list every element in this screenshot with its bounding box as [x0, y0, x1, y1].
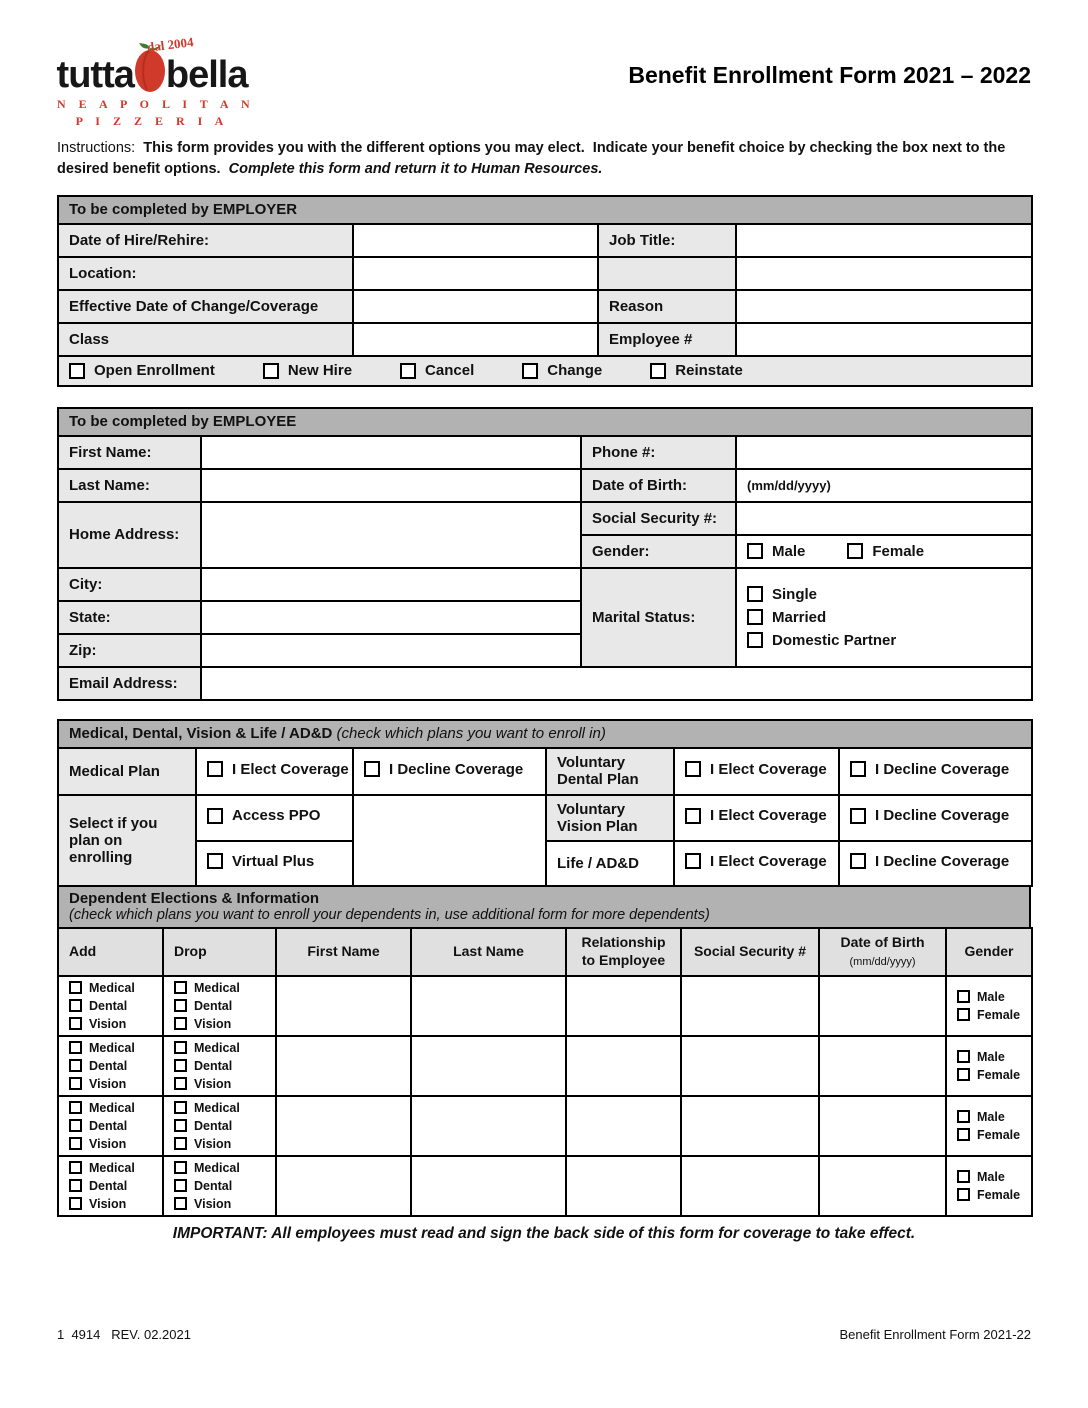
dep-add-vision-label: Vision — [89, 1076, 127, 1091]
effective-date-field[interactable] — [353, 290, 598, 323]
ssn-label: Social Security #: — [581, 502, 736, 535]
dep-drop-dental-label: Dental — [194, 1118, 233, 1133]
city-field[interactable] — [201, 568, 581, 601]
dep3-last-name-field[interactable] — [411, 1096, 566, 1156]
dep-gender-female-option — [957, 1068, 1021, 1082]
dep-add-medical-label: Medical — [89, 1100, 135, 1115]
medical-elect-option — [207, 761, 349, 778]
dep-drop-medical-label: Medical — [194, 1160, 240, 1175]
dep-gender-female-checkbox[interactable] — [957, 1008, 970, 1021]
col-header-relationship: Relationship to Employee — [566, 928, 681, 976]
dependents-table — [57, 927, 1033, 1217]
marital-single-checkbox[interactable] — [747, 586, 763, 602]
phone-label: Phone #: — [581, 436, 736, 469]
col-header-gender: Gender — [946, 928, 1032, 976]
life-elect-label: I Elect Coverage — [710, 852, 827, 870]
dep4-dob-field[interactable] — [819, 1156, 946, 1216]
dep-drop-medical-label: Medical — [194, 1040, 240, 1055]
access-ppo-label: Access PPO — [232, 807, 321, 825]
dep-add-dental-checkbox[interactable] — [69, 1179, 82, 1192]
access-ppo-cell — [196, 795, 353, 841]
email-label: Email Address: — [58, 667, 201, 700]
marital-married-option — [747, 609, 1021, 626]
dep3-drop-cell — [163, 1096, 276, 1156]
virtual-plus-option — [207, 853, 314, 870]
class-label: Class — [58, 323, 353, 356]
life-decline-checkbox[interactable] — [850, 853, 866, 869]
dep-drop-medical-checkbox[interactable] — [174, 1041, 187, 1054]
dep-drop-vision-option — [174, 1197, 265, 1211]
job-title-label: Job Title: — [598, 224, 736, 257]
virtual-plus-label: Virtual Plus — [232, 852, 315, 870]
reason-label: Reason — [598, 290, 736, 323]
marital-domestic-partner-checkbox[interactable] — [747, 632, 763, 648]
life-decline-cell — [839, 841, 1032, 886]
cancel-label: Cancel — [425, 362, 475, 380]
new-hire-checkbox[interactable] — [263, 363, 279, 379]
medical-decline-option — [364, 761, 523, 778]
col-header-drop: Drop — [163, 928, 276, 976]
open-enrollment-label: Open Enrollment — [94, 362, 215, 380]
dep-add-vision-label: Vision — [89, 1196, 127, 1211]
dep-add-medical-checkbox[interactable] — [69, 981, 82, 994]
gender-field — [736, 535, 1032, 568]
date-of-hire-label: Date of Hire/Rehire: — [58, 224, 353, 257]
dep-gender-male-checkbox[interactable] — [957, 1170, 970, 1183]
dep2-first-name-field[interactable] — [276, 1036, 411, 1096]
instructions-italic-text: Complete this form and return it to Human Resources. — [228, 160, 603, 177]
dep-gender-male-option — [957, 990, 1021, 1004]
dental-elect-cell — [674, 748, 839, 795]
logo-word-tutta: tutta — [56, 54, 134, 96]
dependents-section-header — [57, 885, 1031, 929]
dep-add-dental-option — [69, 1179, 152, 1193]
dep4-add-cell — [58, 1156, 163, 1216]
access-ppo-option — [207, 807, 320, 824]
medical-decline-checkbox[interactable] — [364, 761, 380, 777]
gender-female-checkbox[interactable] — [847, 543, 863, 559]
marital-domestic-partner-option — [747, 632, 1021, 649]
dep-gender-male-label: Male — [977, 989, 1005, 1004]
footer-form-name: Benefit Enrollment Form 2021-22 — [839, 1326, 1031, 1342]
class-field[interactable] — [353, 323, 598, 356]
dep1-gender-cell — [946, 976, 1032, 1036]
dep-gender-female-checkbox[interactable] — [957, 1128, 970, 1141]
life-decline-option — [850, 853, 1009, 870]
dep-gender-female-option — [957, 1008, 1021, 1022]
plans-section-header — [58, 720, 1032, 748]
ssn-field[interactable] — [736, 502, 1032, 535]
open-enrollment-checkbox[interactable] — [69, 363, 85, 379]
dep-add-vision-option — [69, 1197, 152, 1211]
dep-add-medical-option — [69, 1161, 152, 1175]
vision-decline-checkbox[interactable] — [850, 808, 866, 824]
vision-elect-option — [685, 807, 827, 824]
dep2-drop-cell — [163, 1036, 276, 1096]
dep-add-medical-option — [69, 1101, 152, 1115]
reinstate-label: Reinstate — [675, 362, 743, 380]
dep-drop-vision-label: Vision — [194, 1136, 232, 1151]
dep2-gender-cell — [946, 1036, 1032, 1096]
dep-drop-medical-option — [174, 1041, 265, 1055]
dep-add-dental-label: Dental — [89, 1178, 128, 1193]
gender-label: Gender: — [581, 535, 736, 568]
first-name-label: First Name: — [58, 436, 201, 469]
select-if-enrolling-label: Select if you plan on enrolling — [58, 795, 196, 886]
virtual-plus-checkbox[interactable] — [207, 853, 223, 869]
dep-gender-female-label: Female — [977, 1067, 1021, 1082]
gender-male-option — [747, 543, 805, 560]
dep4-gender-cell — [946, 1156, 1032, 1216]
phone-field[interactable] — [736, 436, 1032, 469]
dep3-add-cell — [58, 1096, 163, 1156]
dep-gender-male-option — [957, 1170, 1021, 1184]
dep-add-vision-checkbox[interactable] — [69, 1077, 82, 1090]
last-name-field[interactable] — [201, 469, 581, 502]
page-header — [57, 36, 1031, 130]
dep-drop-dental-checkbox[interactable] — [174, 1059, 187, 1072]
life-add-label: Life / AD&D — [546, 841, 674, 886]
home-address-field[interactable] — [201, 502, 581, 568]
open-enrollment-option — [69, 362, 215, 379]
vision-elect-checkbox[interactable] — [685, 808, 701, 824]
dep1-dob-field[interactable] — [819, 976, 946, 1036]
plans-header-italic: (check which plans you want to enroll in) — [336, 725, 606, 743]
dep-drop-dental-checkbox[interactable] — [174, 1179, 187, 1192]
medical-elect-label: I Elect Coverage — [232, 760, 349, 778]
dep-add-dental-option — [69, 1119, 152, 1133]
employee-number-label: Employee # — [598, 323, 736, 356]
dep-drop-vision-option — [174, 1017, 265, 1031]
new-hire-option — [263, 362, 352, 379]
marital-status-label: Marital Status: — [581, 568, 736, 667]
dental-elect-checkbox[interactable] — [685, 761, 701, 777]
medical-decline-cell — [353, 748, 546, 795]
dep-add-medical-label: Medical — [89, 1040, 135, 1055]
dep2-relationship-field[interactable] — [566, 1036, 681, 1096]
dep-drop-dental-label: Dental — [194, 998, 233, 1013]
dep-add-dental-checkbox[interactable] — [69, 1119, 82, 1132]
dep1-drop-cell — [163, 976, 276, 1036]
marital-status-field — [736, 568, 1032, 667]
plans-header-bold: Medical, Dental, Vision & Life / AD&D — [69, 725, 337, 743]
dep-drop-dental-option — [174, 1059, 265, 1073]
logo-dal-2004: dal 2004 — [145, 34, 194, 55]
dep-gender-female-label: Female — [977, 1187, 1021, 1202]
dep2-last-name-field[interactable] — [411, 1036, 566, 1096]
dep-drop-dental-label: Dental — [194, 1178, 233, 1193]
dep-add-vision-label: Vision — [89, 1016, 127, 1031]
dep-drop-vision-checkbox[interactable] — [174, 1137, 187, 1150]
date-of-hire-field[interactable] — [353, 224, 598, 257]
dep-drop-dental-option — [174, 1119, 265, 1133]
col-header-add: Add — [58, 928, 163, 976]
dep-gender-female-option — [957, 1188, 1021, 1202]
dep2-ssn-field[interactable] — [681, 1036, 819, 1096]
life-decline-label: I Decline Coverage — [875, 852, 1010, 870]
dep1-ssn-field[interactable] — [681, 976, 819, 1036]
logo-word-bella: bella — [165, 54, 248, 96]
dep-add-vision-option — [69, 1077, 152, 1091]
medical-plan-label: Medical Plan — [58, 748, 196, 795]
dep-gender-male-label: Male — [977, 1109, 1005, 1124]
dental-elect-label: I Elect Coverage — [710, 760, 827, 778]
first-name-field[interactable] — [201, 436, 581, 469]
dep-add-vision-option — [69, 1137, 152, 1151]
dep2-add-cell — [58, 1036, 163, 1096]
dob-label: Date of Birth: — [581, 469, 736, 502]
dep-drop-medical-checkbox[interactable] — [174, 981, 187, 994]
dep-gender-male-label: Male — [977, 1049, 1005, 1064]
voluntary-dental-label: Voluntary Dental Plan — [546, 748, 674, 795]
dep-drop-dental-label: Dental — [194, 1058, 233, 1073]
location-field[interactable] — [353, 257, 598, 290]
access-ppo-checkbox[interactable] — [207, 808, 223, 824]
col-header-dob-hint: (mm/dd/yyyy) — [849, 955, 916, 968]
dep1-relationship-field[interactable] — [566, 976, 681, 1036]
dep-add-vision-option — [69, 1017, 152, 1031]
marital-married-checkbox[interactable] — [747, 609, 763, 625]
state-label: State: — [58, 601, 201, 634]
col-header-ssn: Social Security # — [681, 928, 819, 976]
dep-gender-female-checkbox[interactable] — [957, 1068, 970, 1081]
dental-decline-option — [850, 761, 1009, 778]
dep-add-vision-label: Vision — [89, 1136, 127, 1151]
employee-number-field[interactable] — [736, 323, 1032, 356]
virtual-plus-cell — [196, 841, 353, 886]
cancel-option — [400, 362, 474, 379]
dep-drop-medical-option — [174, 1101, 265, 1115]
dep-add-dental-label: Dental — [89, 998, 128, 1013]
dependent-row-3 — [58, 1096, 1032, 1156]
dep-drop-vision-label: Vision — [194, 1016, 232, 1031]
instructions-paragraph — [57, 138, 1031, 180]
col-header-first-name: First Name — [276, 928, 411, 976]
instructions-label: Instructions: — [57, 139, 144, 156]
state-field[interactable] — [201, 601, 581, 634]
dep-add-dental-checkbox[interactable] — [69, 1059, 82, 1072]
employer-section-table — [57, 195, 1033, 387]
dep1-first-name-field[interactable] — [276, 976, 411, 1036]
dep-add-vision-checkbox[interactable] — [69, 1197, 82, 1210]
dep4-relationship-field[interactable] — [566, 1156, 681, 1216]
footer-revision: 1 4914 REV. 02.2021 — [57, 1326, 191, 1342]
dep-drop-vision-option — [174, 1077, 265, 1091]
dep-gender-male-checkbox[interactable] — [957, 1110, 970, 1123]
marital-domestic-partner-label: Domestic Partner — [772, 631, 897, 649]
change-option — [522, 362, 602, 379]
instructions-bold-text: This form provides you with the different options you may elect. Indicate your benefit choice by checking the box next to the desired benefit options. — [57, 139, 1010, 177]
dep-drop-medical-label: Medical — [194, 1100, 240, 1115]
vision-elect-label: I Elect Coverage — [710, 807, 827, 825]
dep-gender-female-label: Female — [977, 1007, 1021, 1022]
dep-add-dental-option — [69, 999, 152, 1013]
vision-decline-label: I Decline Coverage — [875, 807, 1010, 825]
zip-label: Zip: — [58, 634, 201, 667]
gender-male-checkbox[interactable] — [747, 543, 763, 559]
vision-decline-option — [850, 807, 1009, 824]
plans-section-table — [57, 719, 1033, 887]
dep-gender-female-label: Female — [977, 1127, 1021, 1142]
medical-elect-checkbox[interactable] — [207, 761, 223, 777]
dep-drop-dental-checkbox[interactable] — [174, 999, 187, 1012]
dep4-first-name-field[interactable] — [276, 1156, 411, 1216]
vision-elect-cell — [674, 795, 839, 841]
dep4-ssn-field[interactable] — [681, 1156, 819, 1216]
important-note: IMPORTANT: All employees must read and sign the back side of this form for coverage to take effect. — [172, 1224, 916, 1242]
dependents-header-bold: Dependent Elections & Information — [69, 889, 320, 907]
dep-add-medical-checkbox[interactable] — [69, 1161, 82, 1174]
dep-drop-medical-option — [174, 1161, 265, 1175]
dep-drop-medical-option — [174, 981, 265, 995]
tutta-bella-logo — [56, 34, 255, 130]
dep-add-dental-checkbox[interactable] — [69, 999, 82, 1012]
dep3-relationship-field[interactable] — [566, 1096, 681, 1156]
dep3-first-name-field[interactable] — [276, 1096, 411, 1156]
marital-married-label: Married — [772, 608, 827, 626]
dependent-row-4 — [58, 1156, 1032, 1216]
change-label: Change — [547, 362, 603, 380]
col-header-last-name: Last Name — [411, 928, 566, 976]
page-footer — [57, 1327, 1031, 1342]
email-field[interactable] — [201, 667, 1032, 700]
dep-gender-male-label: Male — [977, 1169, 1005, 1184]
dep4-drop-cell — [163, 1156, 276, 1216]
dependent-row-2 — [58, 1036, 1032, 1096]
city-label: City: — [58, 568, 201, 601]
dep-drop-dental-option — [174, 999, 265, 1013]
dep3-ssn-field[interactable] — [681, 1096, 819, 1156]
dep-add-medical-option — [69, 981, 152, 995]
reinstate-option — [650, 362, 743, 379]
zip-field[interactable] — [201, 634, 581, 667]
dob-field[interactable]: (mm/dd/yyyy) — [736, 469, 1032, 502]
dep3-dob-field[interactable] — [819, 1096, 946, 1156]
dep-add-medical-option — [69, 1041, 152, 1055]
home-address-label: Home Address: — [58, 502, 201, 568]
dep-drop-medical-checkbox[interactable] — [174, 1161, 187, 1174]
dep-add-vision-checkbox[interactable] — [69, 1017, 82, 1030]
dep-drop-vision-label: Vision — [194, 1076, 232, 1091]
logo-pizzeria: P I Z Z E R I A — [75, 113, 229, 128]
dep-drop-vision-checkbox[interactable] — [174, 1077, 187, 1090]
page-title: Benefit Enrollment Form 2021 – 2022 — [628, 62, 1031, 88]
dep-add-medical-label: Medical — [89, 1160, 135, 1175]
gender-female-option — [847, 543, 924, 560]
dep2-dob-field[interactable] — [819, 1036, 946, 1096]
medical-elect-cell — [196, 748, 353, 795]
dep-drop-dental-option — [174, 1179, 265, 1193]
dep-drop-vision-checkbox[interactable] — [174, 1017, 187, 1030]
dep1-add-cell — [58, 976, 163, 1036]
dep-add-medical-checkbox[interactable] — [69, 1101, 82, 1114]
medical-decline-label: I Decline Coverage — [389, 760, 524, 778]
vision-decline-cell — [839, 795, 1032, 841]
life-elect-checkbox[interactable] — [685, 853, 701, 869]
dep-gender-female-option — [957, 1128, 1021, 1142]
dep3-gender-cell — [946, 1096, 1032, 1156]
dep-drop-medical-label: Medical — [194, 980, 240, 995]
reinstate-checkbox[interactable] — [650, 363, 666, 379]
job-title-field[interactable] — [736, 224, 1032, 257]
dep-gender-male-option — [957, 1050, 1021, 1064]
dep4-last-name-field[interactable] — [411, 1156, 566, 1216]
dep-add-dental-option — [69, 1059, 152, 1073]
dependent-row-1 — [58, 976, 1032, 1036]
life-elect-option — [685, 853, 827, 870]
dep-add-vision-checkbox[interactable] — [69, 1137, 82, 1150]
employer-section-header: To be completed by EMPLOYER — [58, 196, 1032, 224]
dep-drop-vision-option — [174, 1137, 265, 1151]
dental-decline-checkbox[interactable] — [850, 761, 866, 777]
change-checkbox[interactable] — [522, 363, 538, 379]
cancel-checkbox[interactable] — [400, 363, 416, 379]
marital-single-option — [747, 586, 1021, 603]
new-hire-label: New Hire — [287, 362, 353, 380]
logo-neapolitan: N E A P O L I T A N — [57, 97, 255, 111]
enrollment-type-row — [58, 356, 1032, 386]
gender-female-label: Female — [872, 542, 925, 560]
dep-drop-vision-checkbox[interactable] — [174, 1197, 187, 1210]
dep-add-medical-checkbox[interactable] — [69, 1041, 82, 1054]
employee-section-header: To be completed by EMPLOYEE — [58, 408, 1032, 436]
voluntary-vision-label: Voluntary Vision Plan — [546, 795, 674, 841]
dep-drop-dental-checkbox[interactable] — [174, 1119, 187, 1132]
marital-single-label: Single — [772, 585, 818, 603]
dep-add-medical-label: Medical — [89, 980, 135, 995]
employer-spare-label — [598, 257, 736, 290]
dep-drop-vision-label: Vision — [194, 1196, 232, 1211]
dep-add-dental-label: Dental — [89, 1118, 128, 1133]
col-header-dob — [819, 928, 946, 976]
dental-elect-option — [685, 761, 827, 778]
dep-add-dental-label: Dental — [89, 1058, 128, 1073]
plans-blank-cell — [353, 795, 546, 886]
dental-decline-cell — [839, 748, 1032, 795]
employer-spare-field[interactable] — [736, 257, 1032, 290]
last-name-label: Last Name: — [58, 469, 201, 502]
life-elect-cell — [674, 841, 839, 886]
reason-field[interactable] — [736, 290, 1032, 323]
col-header-dob-title: Date of Birth — [840, 934, 925, 950]
dep-gender-male-checkbox[interactable] — [957, 990, 970, 1003]
dental-decline-label: I Decline Coverage — [875, 760, 1010, 778]
dep1-last-name-field[interactable] — [411, 976, 566, 1036]
effective-date-label: Effective Date of Change/Coverage — [58, 290, 353, 323]
dep-gender-male-checkbox[interactable] — [957, 1050, 970, 1063]
location-label: Location: — [58, 257, 353, 290]
dependents-header-italic: (check which plans you want to enroll your dependents in, use additional form for more dependents) — [69, 906, 710, 923]
dep-drop-medical-checkbox[interactable] — [174, 1101, 187, 1114]
gender-male-label: Male — [772, 542, 806, 560]
dep-gender-female-checkbox[interactable] — [957, 1188, 970, 1201]
employee-section-table — [57, 407, 1033, 701]
dep-gender-male-option — [957, 1110, 1021, 1124]
